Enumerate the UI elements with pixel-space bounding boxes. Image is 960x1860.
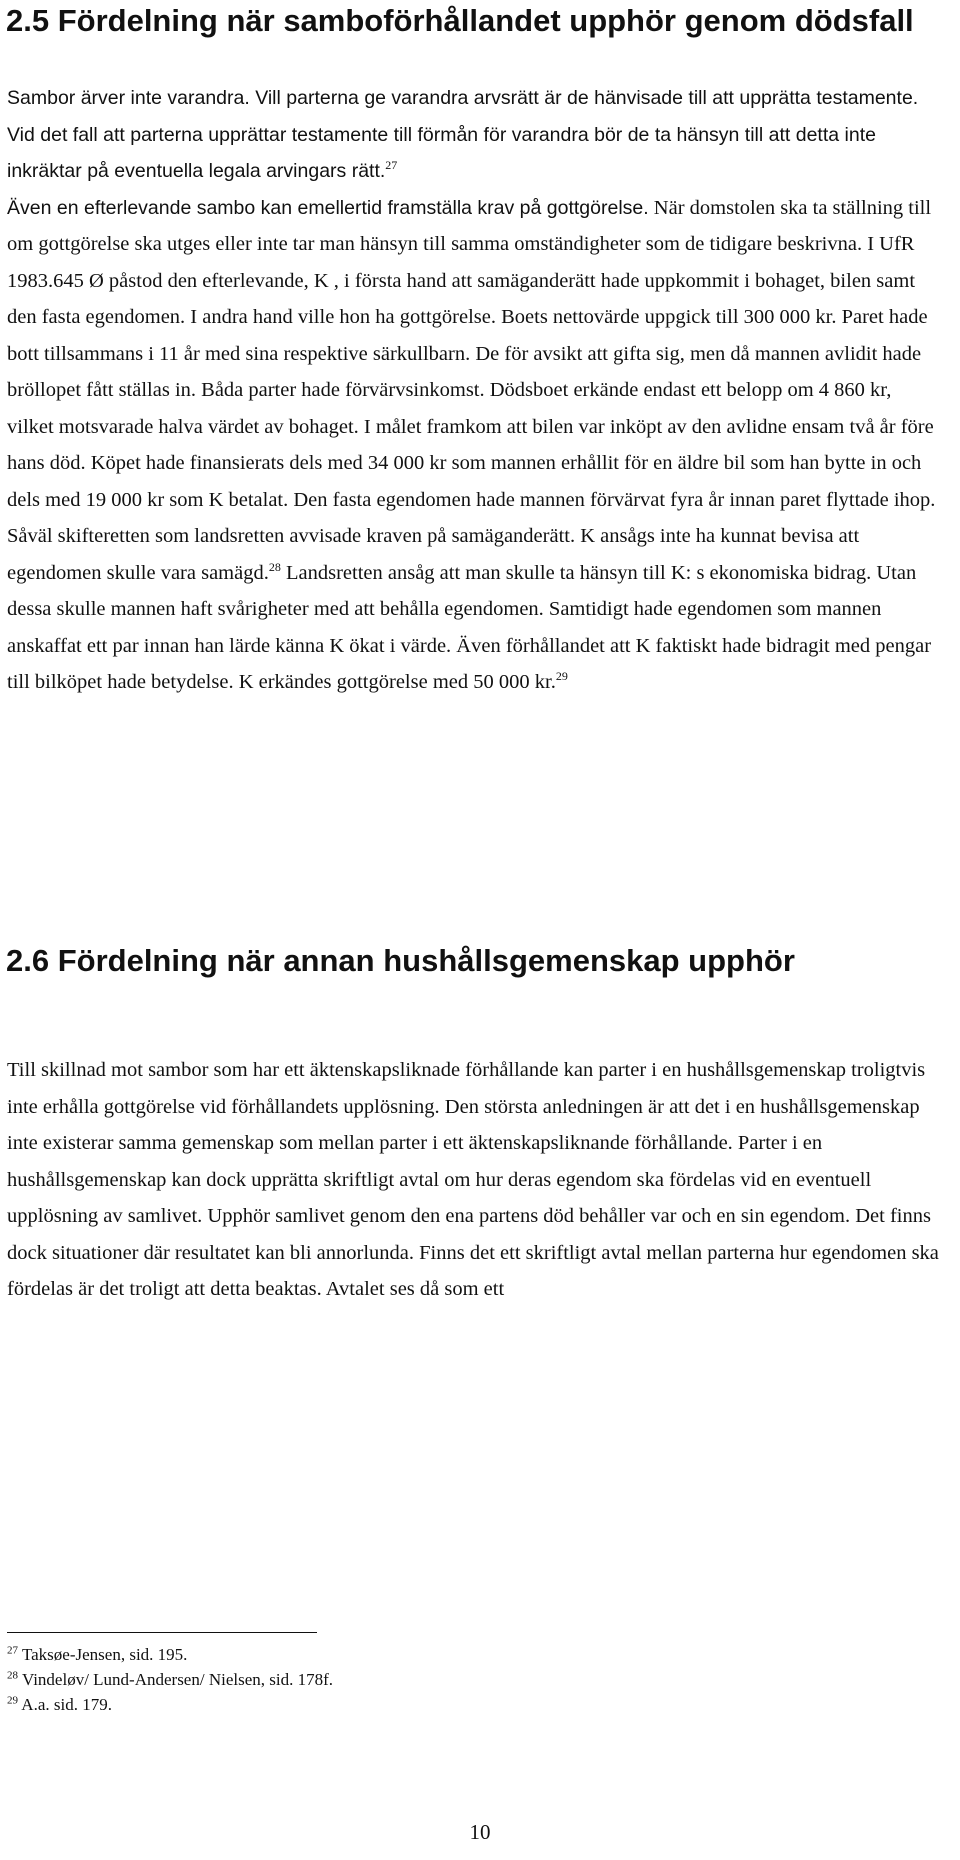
body-text-ruling: Landsretten ansåg att man skulle ta hänsyn till K: s ekonomiska bidrag. Utan dessa skulle mannen haft svårigheter med att behålla egendomen. Samtidigt hade egendomen som mannen anskaffat ett par innan han lärde känna K ökat i värde. Även förhållandet att K faktiskt hade bidragit med pengar till bilköpet hade betydelse. K erkändes gottgörelse med 50 000 kr.: [7, 561, 932, 693]
footnote-29: [7, 1692, 907, 1717]
footnote-divider: [7, 1632, 317, 1633]
body-text-claim: Även en efterlevande sambo kan emellertid framställa krav på gottgörelse.: [7, 196, 649, 219]
section-heading-2-6: 2.6 Fördelning när annan hushållsgemenskap upphör: [6, 943, 795, 978]
footnote-number: 29: [7, 1694, 18, 1707]
section-heading-2-5: 2.5 Fördelning när samboförhållandet upphör genom dödsfall: [6, 3, 914, 38]
footnote-28: [7, 1667, 907, 1692]
body-text-case: När domstolen ska ta ställning till om gottgörelse ska utges eller inte tar man hänsyn till samma omständigheter som de tidigare beskrivna. I UfR 1983.645 Ø påstod den efterlevande, K , i första hand att samäganderätt hade uppkommit i bohaget, bilen samt den fasta egendomen. I andra hand ville hon ha gottgörelse. Boets nettovärde uppgick till 300 000 kr. Paret hade bott tillsammans i 11 år med sina respektive särkullbarn. De för avsikt att gifta sig, men då mannen avlidit hade bröllopet fått ställas in. Båda parter hade förvärvsinkomst. Dödsboet erkände endast ett belopp om 4 860 kr, vilket motsvarade halva värdet av bohaget. I målet framkom att bilen var inköpt av den avlidne ensam två år före hans död. Köpet hade finansierats dels med 34 000 kr som mannen erhållit för en äldre bil som han bytte in och dels med 19 000 kr som K betalat. Den fasta egendomen hade mannen förvärvat fyra år innan paret flyttade ihop. Såväl skifteretten som landsretten avvisade kraven på samäganderätt. K ansågs inte ha kunnat bevisa att egendomen skulle vara samägd.: [7, 196, 936, 584]
section-2-6-body: Till skillnad mot sambor som har ett äktenskapsliknade förhållande kan parter i en hushållsgemenskap troligtvis inte erhålla gottgörelse vid förhållandets upplösning. Den största anledningen är att det i en hushållsgemenskap inte existerar samma gemenskap som mellan parter i ett äktenskapsliknande förhållande. Parter i en hushållsgemenskap kan dock upprätta skriftligt avtal om hur deras egendom ska fördelas vid en eventuell upplösning av samlivet. Upphör samlivet genom den ena partens död behåller var och en sin egendom. Det finns dock situationer där resultatet kan bli annorlunda. Finns det ett skriftligt avtal mellan parterna hur egendomen ska fördelas är det troligt att detta beaktas. Avtalet ses då som ett: [7, 1059, 939, 1300]
footnote-ref-29[interactable]: 29: [555, 669, 568, 684]
section-2-5-body: [7, 80, 937, 701]
footnote-number: 28: [7, 1669, 18, 1682]
footnote-text: Vindeløv/ Lund-Andersen/ Nielsen, sid. 178f.: [18, 1670, 334, 1689]
footnote-ref-27[interactable]: 27: [385, 158, 398, 173]
footnote-text: Taksøe-Jensen, sid. 195.: [18, 1645, 188, 1664]
page-number: 10: [469, 1820, 491, 1844]
body-text-intro: Sambor ärver inte varandra. Vill parterna ge varandra arvsrätt är de hänvisade till att upprätta testamente. Vid det fall att parterna upprättar testamente till förmån för varandra bör de ta hänsyn till att detta inte inkräktar på eventuella legala arvingars rätt.: [7, 87, 919, 182]
footnote-ref-28[interactable]: 28: [268, 559, 281, 574]
footnote-number: 27: [7, 1644, 18, 1657]
footnote-text: A.a. sid. 179.: [18, 1695, 112, 1714]
footnotes: [7, 1642, 907, 1717]
footnote-27: [7, 1642, 907, 1667]
